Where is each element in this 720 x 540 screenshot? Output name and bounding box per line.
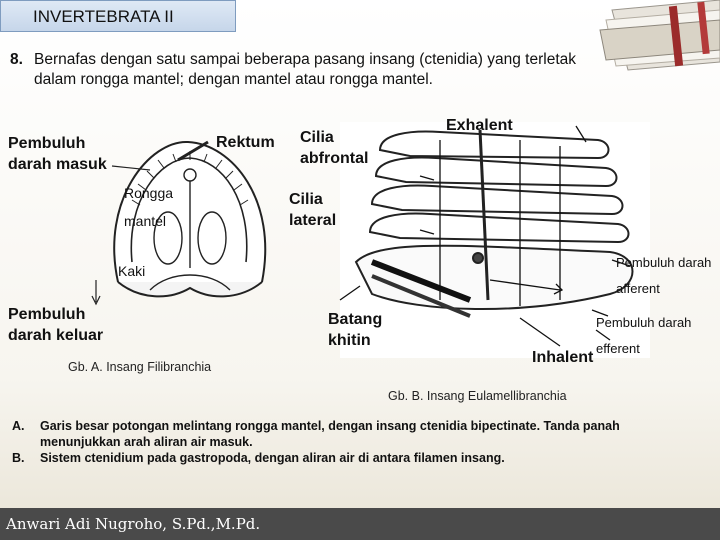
label-batang-khitin-2: khitin xyxy=(328,332,371,349)
caption-figure-a: Gb. A. Insang Filibranchia xyxy=(68,360,212,374)
note-b xyxy=(12,450,702,466)
note-a xyxy=(12,418,702,450)
label-batang-khitin-1: Batang xyxy=(328,311,383,328)
label-pembuluh-darah-keluar-1: Pembuluh xyxy=(8,306,86,323)
label-exhalent: Exhalent xyxy=(446,117,513,134)
label-cilia-abfrontal-2: abfrontal xyxy=(300,150,369,167)
caption-figure-b: Gb. B. Insang Eulamellibranchia xyxy=(388,389,567,403)
label-pembuluh-darah-masuk-2: darah masuk xyxy=(8,156,107,173)
figure-notes xyxy=(12,418,702,466)
label-pembuluh-darah-keluar-2: darah keluar xyxy=(8,327,104,344)
label-pembuluh-afferent-2: afferent xyxy=(616,281,660,296)
note-a-text: Garis besar potongan melintang rongga mantel, dengan insang ctenidia bipectinate. Tanda panah menunjukkan arah aliran air masuk. xyxy=(40,419,620,449)
label-cilia-lateral-1: Cilia xyxy=(289,191,323,208)
label-rektum: Rektum xyxy=(216,134,275,151)
label-pembuluh-efferent-1: Pembuluh darah xyxy=(596,315,692,330)
label-inhalent: Inhalent xyxy=(532,349,594,366)
section-text-line2: dalam rongga mantel; dengan mantel atau rongga mantel. xyxy=(34,71,433,88)
note-a-key: A. xyxy=(12,419,25,433)
note-b-text: Sistem ctenidium pada gastropoda, dengan aliran air di antara filamen insang. xyxy=(40,451,505,465)
note-b-key: B. xyxy=(12,451,25,465)
label-cilia-abfrontal-1: Cilia xyxy=(300,129,334,146)
label-rongga: Rongga xyxy=(124,185,174,201)
label-kaki: Kaki xyxy=(118,263,146,279)
slide-title: INVERTEBRATA II xyxy=(0,0,236,32)
label-mantel: mantel xyxy=(124,213,167,229)
section-number: 8. xyxy=(10,51,23,68)
label-cilia-lateral-2: lateral xyxy=(289,212,337,229)
label-pembuluh-afferent-1: Pembuluh darah xyxy=(616,255,712,270)
label-pembuluh-efferent-2: efferent xyxy=(596,341,640,356)
section-text-line1: Bernafas dengan satu sampai beberapa pasang insang (ctenidia) yang terletak xyxy=(34,51,577,68)
label-pembuluh-darah-masuk-1: Pembuluh xyxy=(8,135,86,152)
footer-author: Anwari Adi Nugroho, S.Pd.,M.Pd. xyxy=(0,508,720,540)
